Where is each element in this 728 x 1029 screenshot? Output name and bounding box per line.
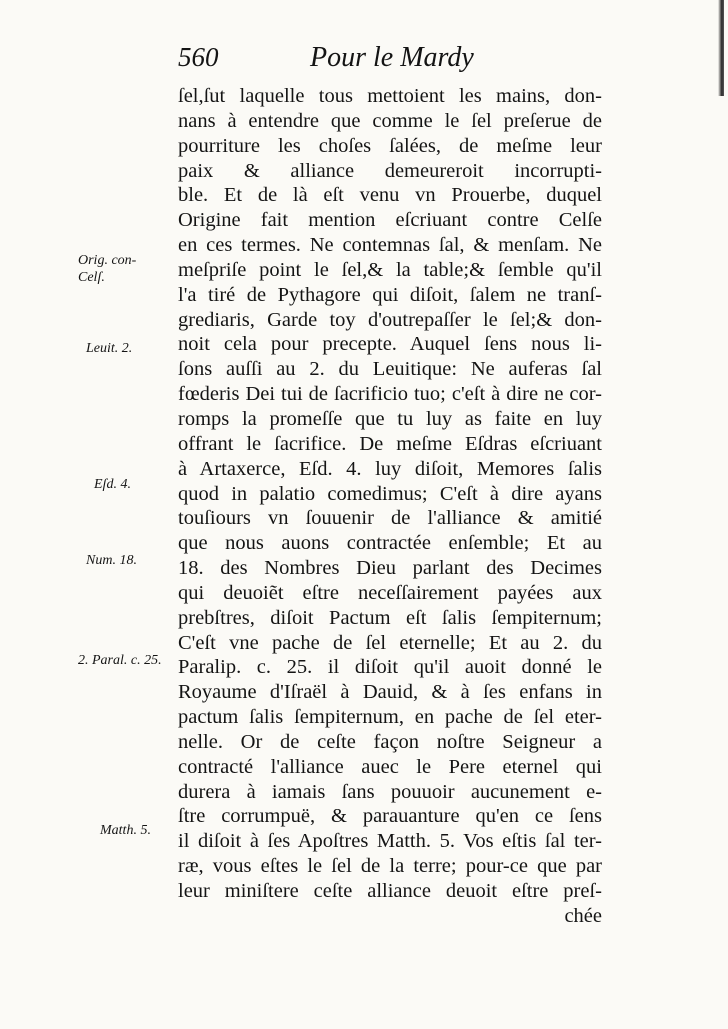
text-line: touſiours vn ſouuenir de l'alliance & amitié	[178, 507, 602, 530]
text-line: durera à iamais ſans pouuoir aucunement e-	[178, 780, 602, 803]
running-title: Pour le Mardy	[310, 42, 474, 73]
text-line: C'eſt vne pache de ſel eternelle; Et au 2. du	[178, 631, 602, 654]
text-line: pourriture les choſes ſalées, de meſme leur	[178, 134, 602, 157]
text-line: ræ, vous eſtes le ſel de la terre; pour-ce que par	[178, 855, 602, 878]
text-line: à Artaxerce, Eſd. 4. luy diſoit, Memores ſalis	[178, 457, 602, 480]
text-line: noit cela pour precepte. Auquel ſens nous li-	[178, 333, 602, 356]
text-line: 18. des Nombres Dieu parlant des Decimes	[178, 557, 602, 580]
body-text	[178, 84, 602, 929]
text-line: nans à entendre que comme le ſel preſerue de	[178, 109, 602, 132]
text-line: que nous auons contractée enſemble; Et au	[178, 532, 602, 555]
text-line: grediaris, Garde toy d'outrepaſſer le ſel;& don-	[178, 308, 602, 331]
margin-note-orig: Orig. con- Celſ.	[78, 253, 137, 285]
text-line: ſons auſſi au 2. du Leuitique: Ne auferas ſal	[178, 358, 602, 381]
text-line: Royaume d'Iſraël à Dauid, & à ſes enfans in	[178, 681, 602, 704]
margin-note-leuit: Leuit. 2.	[86, 341, 133, 356]
margin-note-esd: Eſd. 4.	[94, 477, 131, 492]
text-line: ſtre corrumpuë, & parauanture qu'en ce ſens	[178, 805, 602, 828]
text-line: ble. Et de là eſt venu vn Prouerbe, duquel	[178, 184, 602, 207]
text-line: quod in palatio comedimus; C'eſt à dire ayans	[178, 482, 602, 505]
text-line: Origine fait mention eſcriuant contre Celſe	[178, 209, 602, 232]
text-line: pactum ſalis ſempiternum, en pache de ſel eter-	[178, 706, 602, 729]
margin-note-num: Num. 18.	[86, 553, 137, 568]
text-line: fœderis Dei tui de ſacrificio tuo; c'eſt à dire ne cor-	[178, 383, 602, 406]
text-line: meſpriſe point le ſel,& la table;& ſemble qu'il	[178, 258, 602, 281]
text-line: Paralip. c. 25. il diſoit qu'il auoit donné le	[178, 656, 602, 679]
page-header	[178, 42, 608, 82]
text-line: paix & alliance demeureroit incorrupti-	[178, 159, 602, 182]
margin-note-matth: Matth. 5.	[100, 823, 151, 838]
text-line: l'a tiré de Pythagore qui diſoit, ſalem ne tranſ-	[178, 283, 602, 306]
text-line: offrant le ſacrifice. De meſme Eſdras eſcriuant	[178, 432, 602, 455]
text-line: leur miniſtere ceſte alliance deuoit eſtre preſ-	[178, 880, 602, 902]
text-line: il diſoit à ſes Apoſtres Matth. 5. Vos eſtis ſal ter-	[178, 830, 602, 853]
text-line: romps la promeſſe que tu luy as faite en luy	[178, 407, 602, 430]
text-line: nelle. Or de ceſte façon noſtre Seigneur a	[178, 730, 602, 753]
margin-note-paral: 2. Paral. c. 25.	[78, 653, 162, 668]
page-edge-shadow	[718, 0, 724, 96]
text-line: en ces termes. Ne contemnas ſal, & menſam. Ne	[178, 234, 602, 257]
page-number: 560	[178, 42, 219, 72]
text-line: qui deuoiẽt eſtre neceſſairement payées aux	[178, 581, 602, 604]
catchword: chée	[564, 904, 602, 927]
text-line: contracté l'alliance auec le Pere eternel qui	[178, 755, 602, 778]
text-line: prebſtres, diſoit Pactum eſt ſalis ſempiternum;	[178, 606, 602, 629]
text-line: ſel,ſut laquelle tous mettoient les mains, don-	[178, 85, 602, 107]
